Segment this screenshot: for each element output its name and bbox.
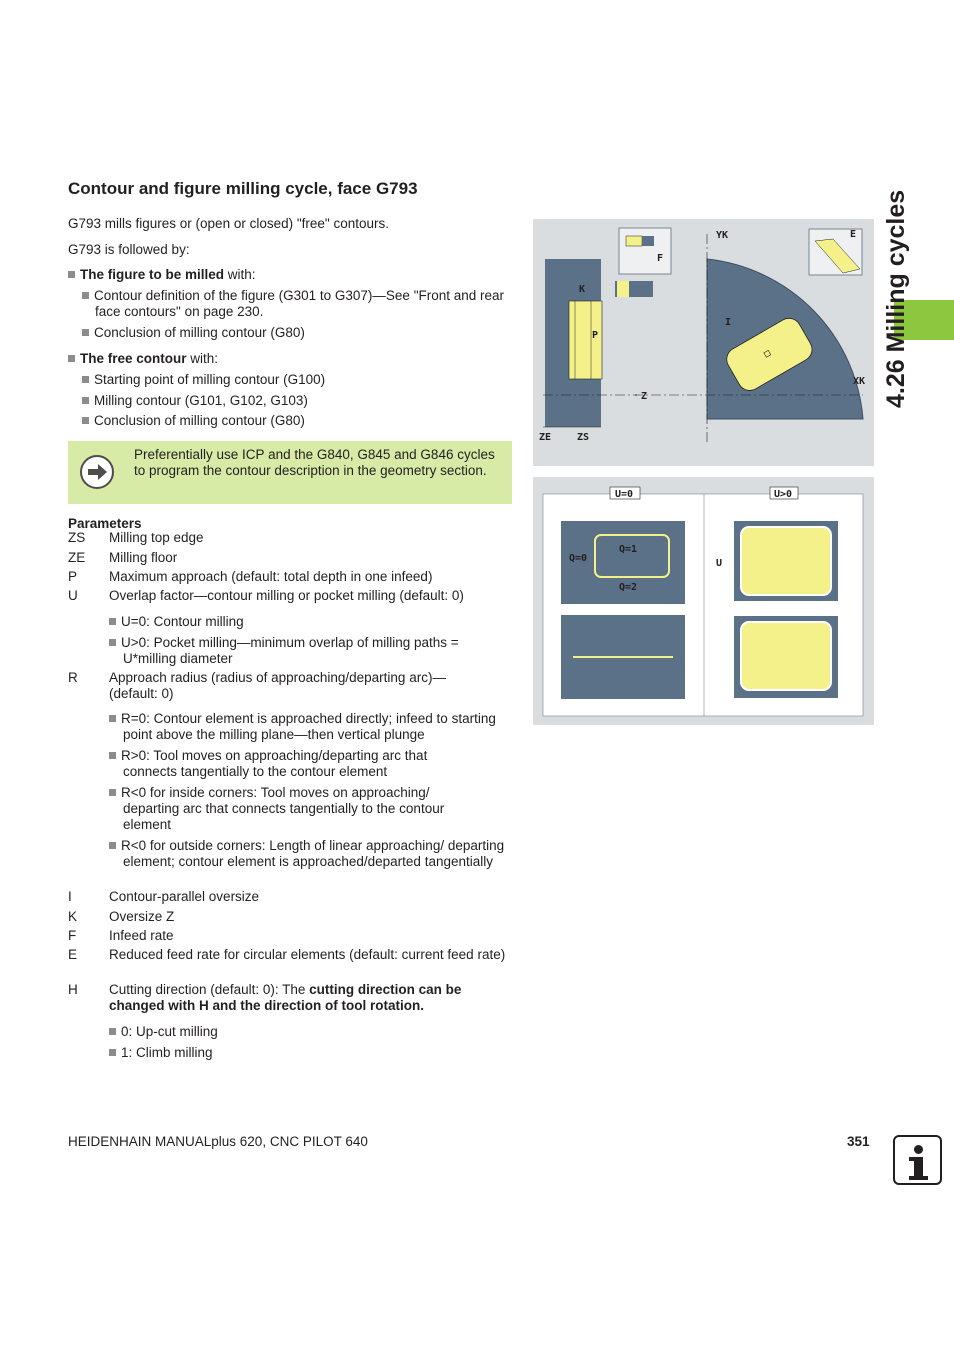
k-label: K: [579, 284, 586, 295]
param-code: F: [68, 928, 77, 943]
bullet-icon: [82, 292, 89, 299]
list-item: R<0 for outside corners: Length of linear approaching/ departing element; contour element is approached/departed tangentially: [109, 838, 509, 870]
param-desc: Reduced feed rate for circular elements (default: current feed rate): [109, 947, 506, 962]
param-code: H: [68, 982, 78, 997]
bullet-icon: [82, 376, 89, 383]
param-code: U: [68, 588, 78, 603]
parameters-heading: Parameters: [68, 516, 142, 531]
list-item: Starting point of milling contour (G100): [82, 372, 325, 388]
list-item: 1: Climb milling: [109, 1045, 509, 1061]
f-label: F: [657, 253, 664, 264]
list-item: Contour definition of the figure (G301 to G307)—See "Front and rear face contours" on page 230.: [82, 288, 512, 320]
bullet-icon: [109, 618, 116, 625]
free-contour-heading: The free contour with:: [68, 351, 218, 367]
param-desc: Approach radius (radius of approaching/departing arc)—(default: 0): [109, 670, 446, 701]
yk-label: YK: [716, 230, 729, 241]
list-item: R<0 for inside corners: Tool moves on approaching/ departing arc that connects tangentially to the contour element: [109, 785, 484, 833]
list-item: 0: Up-cut milling: [109, 1024, 509, 1040]
intro-text: G793 mills figures or (open or closed) "free" contours.: [68, 216, 389, 231]
e-label: E: [850, 229, 857, 240]
footer-text: HEIDENHAIN MANUALplus 620, CNC PILOT 640: [68, 1134, 368, 1149]
bullet-icon: [109, 1049, 116, 1056]
list-item: Conclusion of milling contour (G80): [82, 413, 305, 429]
param-desc: Overlap factor—contour milling or pocket milling (default: 0): [109, 588, 464, 603]
param-code: R: [68, 670, 78, 685]
q1-label: Q=1: [619, 544, 638, 555]
q0-label: Q=0: [569, 553, 588, 564]
note-text: Preferentially use ICP and the G840, G845 and G846 cycles to program the contour description in the geometry section.: [134, 447, 495, 478]
param-code: E: [68, 947, 78, 962]
bullet-icon: [109, 1028, 116, 1035]
param-desc: Infeed rate: [109, 928, 174, 943]
section-tab: 4.26 Milling cycles: [882, 189, 910, 408]
arrow-right-icon: [80, 455, 114, 489]
i-label: I: [725, 317, 732, 328]
param-code: ZS: [68, 530, 86, 545]
ugt0-label: U>0: [774, 489, 793, 500]
xk-label: XK: [853, 376, 866, 387]
list-item: Milling contour (G101, G102, G103): [82, 393, 308, 409]
bullet-icon: [109, 752, 116, 759]
z-label: Z: [641, 391, 648, 402]
followed-text: G793 is followed by:: [68, 242, 190, 257]
param-desc: Milling top edge: [109, 530, 204, 545]
zs-label: ZS: [577, 432, 590, 443]
param-desc: Cutting direction (default: 0): The cutting direction can be changed with H and the direction of tool rotation.: [109, 982, 462, 1013]
list-item: U=0: Contour milling: [109, 614, 509, 630]
bullet-icon: [109, 842, 116, 849]
bullet-icon: [82, 417, 89, 424]
bullet-icon: [68, 271, 75, 278]
param-code: I: [68, 889, 72, 904]
param-desc: Maximum approach (default: total depth in one infeed): [109, 569, 433, 584]
figure-face-geometry: [533, 219, 874, 466]
ze-label: ZE: [539, 432, 552, 443]
page-title: Contour and figure milling cycle, face G793: [68, 179, 418, 198]
bullet-icon: [68, 355, 75, 362]
list-item: Conclusion of milling contour (G80): [82, 325, 305, 341]
param-code: K: [68, 909, 78, 924]
param-desc: Contour-parallel oversize: [109, 889, 260, 904]
bullet-icon: [82, 329, 89, 336]
list-item: U>0: Pocket milling—minimum overlap of milling paths = U*milling diameter: [109, 635, 509, 667]
bullet-icon: [109, 639, 116, 646]
bullet-icon: [82, 397, 89, 404]
param-desc: Milling floor: [109, 550, 178, 565]
bullet-icon: [109, 789, 116, 796]
u-label: U: [716, 558, 723, 569]
figure-overlap-modes: [533, 477, 874, 725]
figure-milled-heading: The figure to be milled with:: [68, 267, 256, 283]
info-icon: [893, 1135, 942, 1185]
bullet-icon: [109, 715, 116, 722]
param-code: P: [68, 569, 78, 584]
list-item: R>0: Tool moves on approaching/departing arc that connects tangentially to the contour element: [109, 748, 479, 780]
note-box: [68, 441, 512, 504]
q2-label: Q=2: [619, 582, 638, 593]
p-label: P: [592, 330, 599, 341]
param-desc: Oversize Z: [109, 909, 175, 924]
page-number: 351: [847, 1134, 870, 1149]
u0-label: U=0: [615, 489, 634, 500]
list-item: R=0: Contour element is approached directly; infeed to starting point above the milling plane—then vertical plunge: [109, 711, 505, 743]
param-code: ZE: [68, 550, 86, 565]
